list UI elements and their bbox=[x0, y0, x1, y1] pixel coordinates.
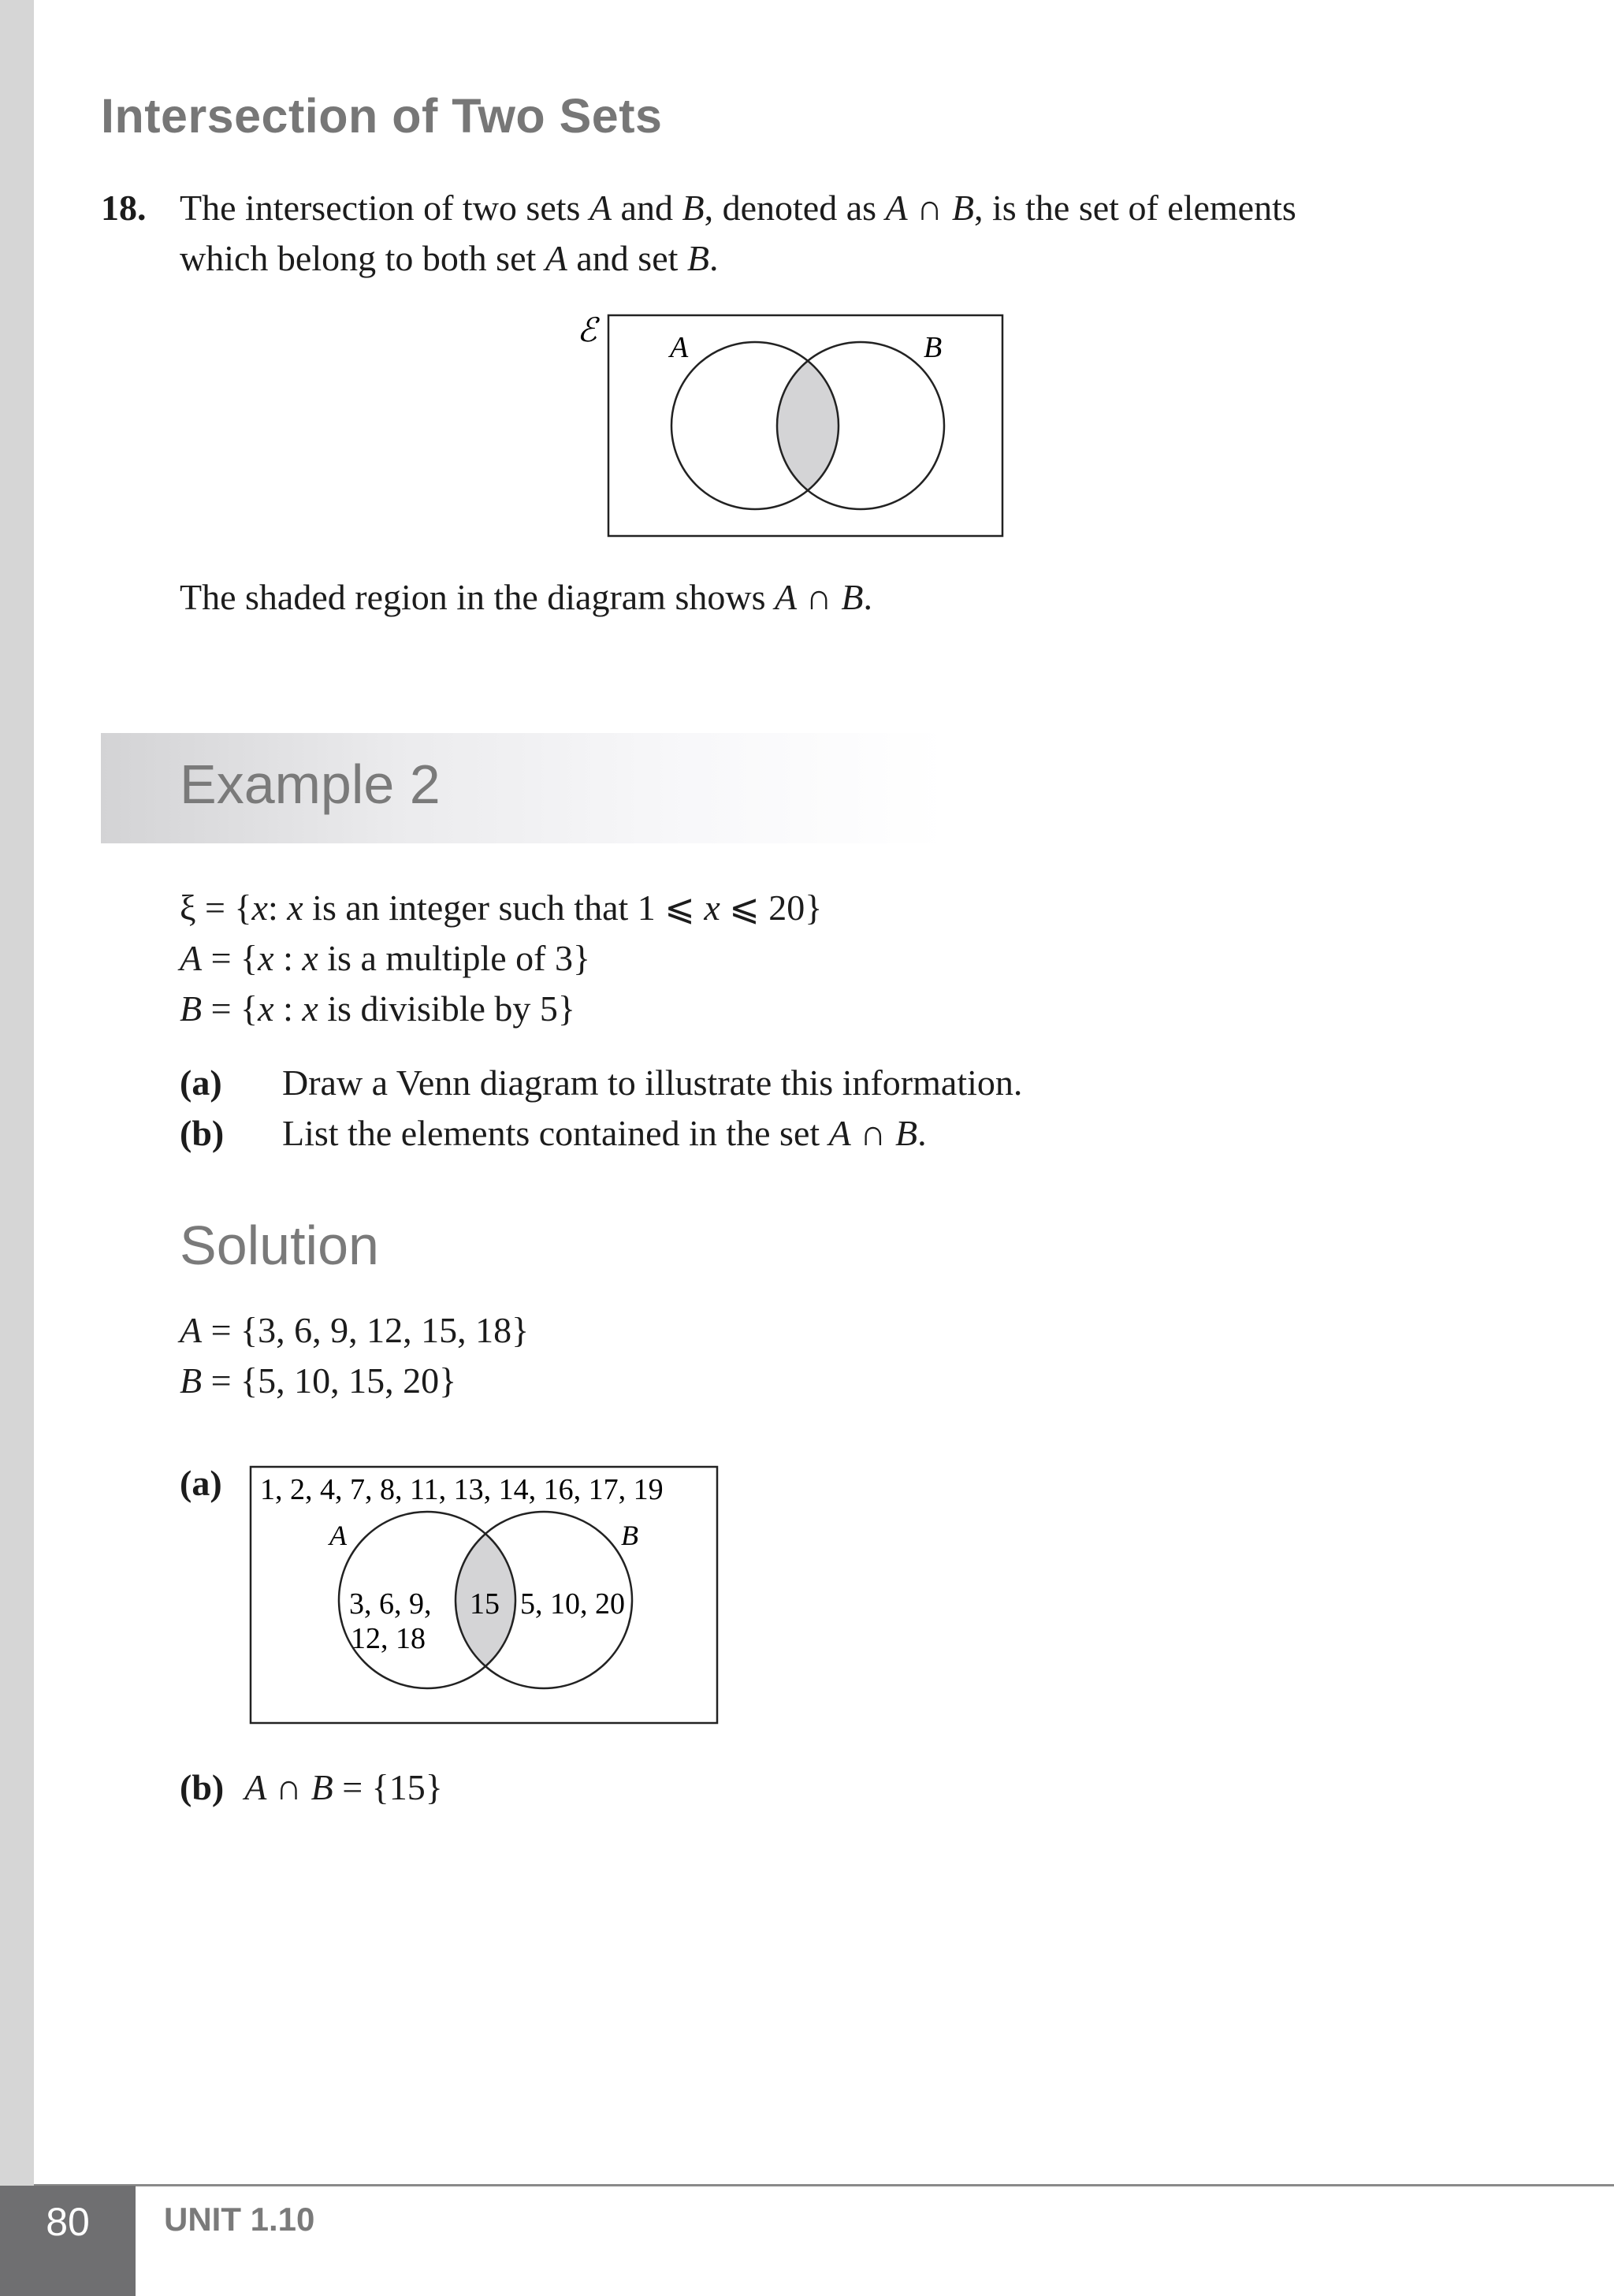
universal-set-symbol: ℰ bbox=[577, 313, 597, 349]
intersection-element: 15 bbox=[470, 1587, 500, 1621]
question-b-label: (b) bbox=[180, 1113, 225, 1153]
diagram-caption: The shaded region in the diagram shows A ∩ B. bbox=[180, 577, 872, 617]
universal-set-definition: ξ = {x: x is an integer such that 1 ⩽ x ⩽ 20} bbox=[180, 888, 823, 928]
solution-set-b: B = {5, 10, 15, 20} bbox=[180, 1360, 457, 1401]
unit-label: UNIT 1.10 bbox=[164, 2201, 315, 2238]
paragraph-number: 18. bbox=[101, 188, 147, 228]
question-a-label: (a) bbox=[180, 1062, 222, 1103]
set-b-label: B bbox=[924, 331, 943, 364]
outside-elements: 1, 2, 4, 7, 8, 11, 13, 14, 16, 17, 19 bbox=[260, 1473, 664, 1506]
solution-set-a: A = {3, 6, 9, 12, 15, 18} bbox=[180, 1310, 530, 1350]
a-only-elements-line2: 12, 18 bbox=[351, 1622, 426, 1655]
question-b-text: List the elements contained in the set A ∩ B. bbox=[282, 1113, 927, 1153]
definition-line-2: which belong to both set A and set B. bbox=[180, 238, 719, 278]
set-b-definition: B = {x : x is divisible by 5} bbox=[180, 988, 575, 1029]
set-a-label: A bbox=[670, 331, 689, 364]
example-title: Example 2 bbox=[180, 754, 441, 815]
b-only-elements: 5, 10, 20 bbox=[520, 1587, 625, 1621]
section-title: Intersection of Two Sets bbox=[101, 89, 663, 143]
solution-title: Solution bbox=[180, 1215, 379, 1276]
intersection-definition bbox=[180, 183, 1519, 284]
solution-part-b: (b) A ∩ B = {15} bbox=[180, 1767, 443, 1807]
venn-diagram-example bbox=[244, 1462, 725, 1730]
set-a-label: A bbox=[329, 1520, 347, 1551]
question-a-text: Draw a Venn diagram to illustrate this information. bbox=[282, 1062, 1023, 1103]
footer-rule bbox=[34, 2184, 1614, 2186]
a-only-elements-line1: 3, 6, 9, bbox=[349, 1587, 432, 1621]
set-b-label: B bbox=[621, 1520, 638, 1551]
page-number: 80 bbox=[46, 2200, 90, 2244]
solution-part-a-label: (a) bbox=[180, 1463, 222, 1503]
venn-diagram-intersection bbox=[552, 303, 1025, 548]
page-margin-bar bbox=[0, 0, 34, 2296]
definition-line-1: The intersection of two sets A and B, denoted as A ∩ B, is the set of elements bbox=[180, 188, 1296, 228]
set-a-definition: A = {x : x is a multiple of 3} bbox=[180, 938, 591, 978]
